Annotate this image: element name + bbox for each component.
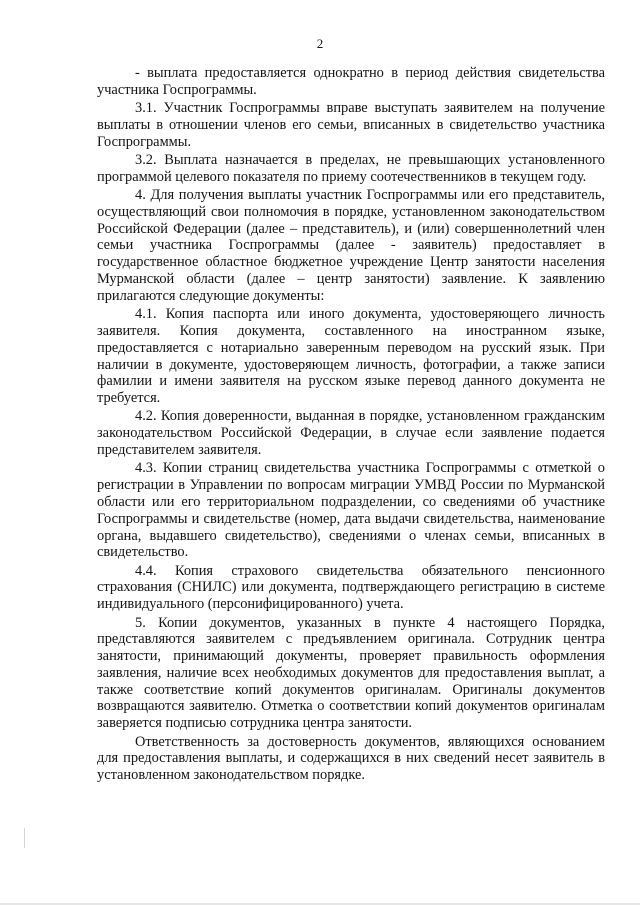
paragraph-4-3: 4.3. Копии страниц свидетельства участника Госпрограммы с отметкой о регистрации в Управлении по вопросам миграции УМВД России по Мурманской области или его территориальном подразделении, со сведениями об участнике Госпрограммы и свидетельстве (номер, дата выдачи свидетельства, наименование органа, выдавшего свидетельство), сведениями о членах семьи, вписанных в свидетельство. [97, 460, 605, 561]
paragraph-5: 5. Копии документов, указанных в пункте 4 настоящего Порядка, представляются заявителем с предъявлением оригинала. Сотрудник центра занятости, принимающий документы, проверяет правильность оформления заявления, наличие всех необходимых документов для предоставления выплат, а также соответствие копий документов оригиналам. Оригиналы документов возвращаются заявителю. Отметка о соответствии копий документов оригиналам заверяется подписью сотрудника центра занятости. [97, 614, 605, 732]
document-body [97, 65, 605, 784]
paragraph-payment-once: - выплата предоставляется однократно в период действия свидетельства участника Госпрограммы. [97, 65, 605, 98]
paragraph-3-1: 3.1. Участник Госпрограммы вправе выступать заявителем на получение выплаты в отношении членов его семьи, вписанных в свидетельство участника Госпрограммы. [97, 100, 605, 150]
paragraph-4-4: 4.4. Копия страхового свидетельства обязательного пенсионного страхования (СНИЛС) или документа, подтверждающего регистрацию в системе индивидуального (персонифицированного) учета. [97, 562, 605, 613]
page-number: 2 [316, 36, 324, 51]
paragraph-4-1: 4.1. Копия паспорта или иного документа, удостоверяющего личность заявителя. Копия документа, составленного на иностранном языке, предоставляется с нотариально заверенным переводом на русский язык. При наличии в документе, удостоверяющем личность, фотографии, а также записи фамилии и имени заявителя на русском языке перевод данного документа не требуется. [97, 306, 605, 407]
paragraph-3-2: 3.2. Выплата назначается в пределах, не превышающих установленного программой целевого показателя по приему соотечественников в текущем году. [97, 151, 605, 185]
paragraph-4-2: 4.2. Копия доверенности, выданная в порядке, установленном гражданским законодательством Российской Федерации, в случае если заявление подается представителем заявителя. [97, 408, 605, 459]
scan-artifact-mark [24, 828, 25, 848]
paragraph-responsibility: Ответственность за достоверность документов, являющихся основанием для предоставления выплаты, и содержащихся в них сведений несет заявитель в установленном законодательством порядке. [97, 733, 605, 784]
paragraph-4: 4. Для получения выплаты участник Госпрограммы или его представитель, осуществляющий свои полномочия в порядке, установленном законодательством Российской Федерации (далее – представитель), и (или) совершеннолетний член семьи участника Госпрограммы (далее - заявитель) предоставляет в государственное областное бюджетное учреждение Центр занятости населения Мурманской области (далее – центр занятости) заявление. К заявлению прилагаются следующие документы: [97, 187, 605, 304]
